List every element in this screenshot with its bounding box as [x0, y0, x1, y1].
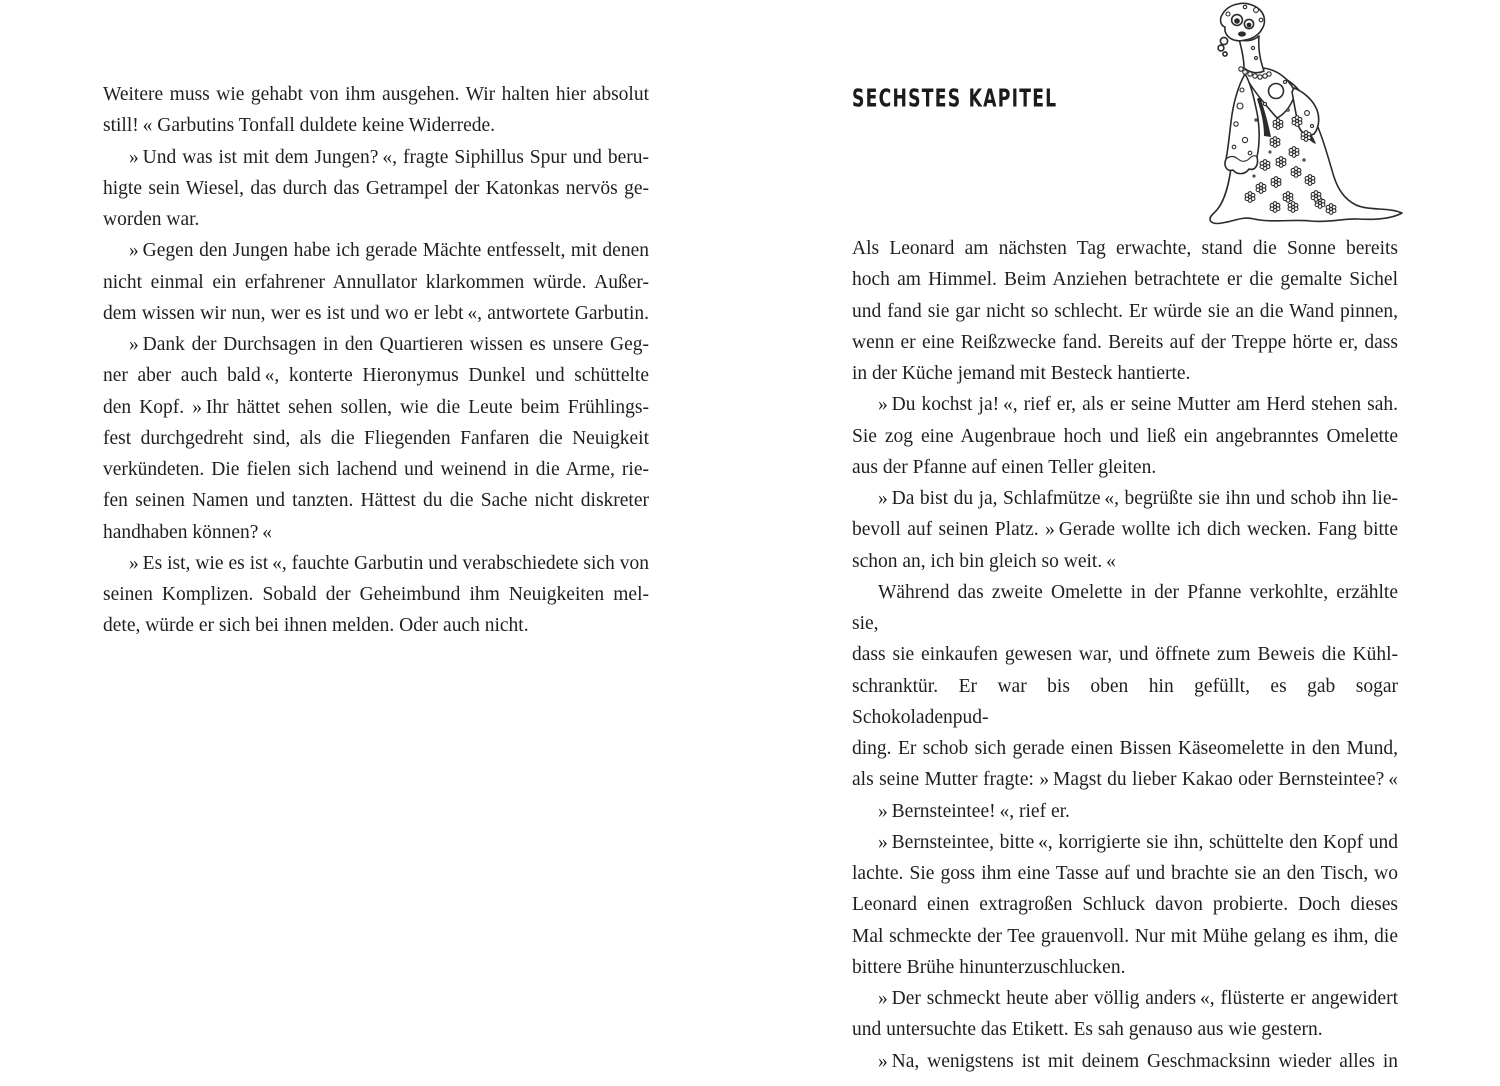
text-line: Als Leonard am nächsten Tag erwachte, stand die Sonne bereits — [852, 238, 1398, 259]
text-line: Sie zog eine Augenbraue hoch und ließ ein angebranntes Omelette — [852, 425, 1398, 447]
text-line: handhaben können? « — [103, 521, 273, 543]
text-line: schon an, ich bin gleich so weit. « — [852, 550, 1116, 572]
text-line: Mal schmeckte der Tee grauenvoll. Nur mit Mühe gelang es ihm, die — [852, 925, 1398, 947]
text-line: in der Küche jemand mit Besteck hantierte. — [852, 363, 1191, 384]
text-line: schranktür. Er war bis oben hin gefüllt, es gab sogar Schokoladenpud- — [852, 675, 1398, 728]
text-line: bevoll auf seinen Platz. » Gerade wollte ich dich wecken. Fang bitte — [852, 519, 1398, 541]
paragraph — [852, 577, 1398, 796]
text-line: dem wissen wir nun, wer es ist und wo er lebt «, antwortete Garbutin. — [103, 302, 649, 324]
paragraph — [852, 389, 1398, 483]
text-line: » Du kochst ja! «, rief er, als er seine Mutter am Herd stehen sah. — [878, 394, 1398, 416]
text-line: und fand sie gar nicht so schlecht. Er würde sie an die Wand pinnen, — [852, 300, 1398, 322]
text-line: seinen Komplizen. Sobald der Geheimbund ihm Neuigkeiten mel- — [103, 584, 649, 605]
chapter-illustration — [1198, 0, 1408, 230]
paragraph — [852, 983, 1398, 1046]
paragraph — [852, 483, 1398, 577]
text-line: ding. Er schob sich gerade einen Bissen Käseomelette in den Mund, — [852, 738, 1398, 759]
text-line: » Der schmeckt heute aber völlig anders «, flüsterte er angewidert — [878, 988, 1398, 1009]
paragraph — [852, 233, 1398, 389]
paragraph — [852, 1046, 1398, 1077]
text-line: lachte. Sie goss ihm eine Tasse auf und brachte sie an den Tisch, wo — [852, 863, 1398, 884]
text-line: fest durchgedreht sind, als die Fliegenden Fanfaren die Neuigkeit — [103, 427, 649, 449]
text-line: » Gegen den Jungen habe ich gerade Mächte entfesselt, mit denen — [129, 240, 649, 262]
text-line: higte sein Wiesel, das durch das Getrampel der Katonkas nervös ge- — [103, 177, 649, 199]
monster-in-flower-dress-drawing — [1198, 0, 1408, 230]
text-line: still! « Garbutins Tonfall duldete keine Widerrede. — [103, 115, 496, 137]
text-line: dete, würde er sich bei ihnen melden. Oder auch nicht. — [103, 615, 529, 637]
right-page-text — [852, 233, 1398, 1077]
text-line: » Da bist du ja, Schlafmütze «, begrüßte sie ihn und schob ihn lie- — [878, 488, 1398, 509]
paragraph — [103, 235, 649, 329]
text-line: dass sie einkaufen gewesen war, und öffnete zum Beweis die Kühl- — [852, 644, 1398, 666]
text-line: wenn er eine Reißzwecke fand. Bereits auf der Treppe hörte er, dass — [852, 331, 1398, 353]
text-line: verkündeten. Die fielen sich lachend und weinend in die Arme, rie- — [103, 459, 649, 480]
chapter-heading: SECHSTES KAPITEL — [852, 84, 1058, 113]
text-line: bittere Brühe hinunterzuschlucken. — [852, 956, 1126, 978]
text-line: worden war. — [103, 209, 200, 230]
text-line: » Na, wenigstens ist mit deinem Geschmacksinn wieder alles in — [878, 1050, 1398, 1072]
paragraph — [103, 142, 649, 236]
text-line: aus der Pfanne auf einen Teller gleiten. — [852, 456, 1157, 478]
text-line: Leonard einen extragroßen Schluck davon probierte. Doch dieses — [852, 894, 1398, 916]
text-line: » Und was ist mit dem Jungen? «, fragte Siphillus Spur und beru- — [129, 146, 649, 168]
text-line: fen seinen Namen und tanzten. Hättest du die Sache nicht diskreter — [103, 490, 649, 512]
paragraph — [852, 827, 1398, 983]
paragraph — [852, 796, 1398, 827]
left-page-text — [103, 79, 649, 642]
text-line: Weitere muss wie gehabt von ihm ausgehen. Wir halten hier absolut — [103, 84, 649, 105]
text-line: » Bernsteintee! «, rief er. — [878, 800, 1070, 822]
text-line: Während das zweite Omelette in der Pfanne verkohlte, erzählte sie, — [852, 581, 1398, 634]
text-line: und untersuchte das Etikett. Es sah genauso aus wie gestern. — [852, 1019, 1323, 1041]
text-line: » Dank der Durchsagen in den Quartieren wissen es unsere Geg- — [129, 334, 649, 355]
text-line: den Kopf. » Ihr hättet sehen sollen, wie die Leute beim Frühlings- — [103, 396, 649, 418]
paragraph — [103, 548, 649, 642]
text-line: als seine Mutter fragte: » Magst du lieber Kakao oder Bernsteintee? « — [852, 769, 1398, 791]
paragraph — [103, 79, 649, 142]
text-line: nicht einmal ein erfahrener Annullator klarkommen würde. Außer- — [103, 271, 649, 293]
text-line: » Bernsteintee, bitte «, korrigierte sie ihn, schüttelte den Kopf und — [878, 831, 1398, 853]
text-line: hoch am Himmel. Beim Anziehen betrachtete er die gemalte Sichel — [852, 269, 1398, 291]
paragraph — [103, 329, 649, 548]
text-line: » Es ist, wie es ist «, fauchte Garbutin und verabschiedete sich von — [129, 552, 649, 574]
text-line: ner aber auch bald «, konterte Hieronymus Dunkel und schüttelte — [103, 365, 649, 387]
